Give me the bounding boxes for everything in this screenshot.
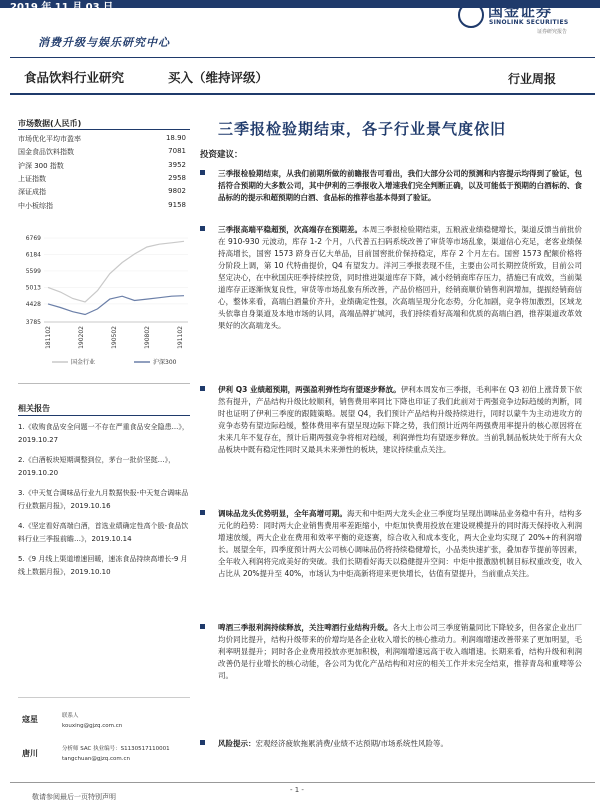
market-data-row	[18, 187, 186, 199]
y-tick-label: 5013	[25, 284, 41, 292]
divider	[10, 93, 595, 95]
paragraph-text	[200, 738, 582, 750]
logo-cn: 国金证券	[488, 2, 553, 20]
advice-heading: 投资建议：	[200, 150, 243, 160]
market-data-value: 9802	[168, 187, 186, 196]
y-tick-label: 5599	[25, 267, 41, 275]
series-line-0	[48, 241, 184, 302]
bullet-icon	[200, 740, 205, 745]
paragraph-text	[200, 622, 582, 682]
report-type: 行业周报	[508, 72, 557, 86]
paragraph-text	[200, 168, 582, 204]
related-report-item[interactable]: 1.《收购食品安全问题一不存在严重食品安全隐患...》，2019.10.27	[18, 423, 189, 444]
analyst-name: 寇星	[22, 715, 38, 724]
index-chart	[18, 226, 194, 376]
market-data-value: 9158	[168, 200, 186, 209]
main-title: 三季报检验期结束，各子行业景气度依旧	[218, 120, 507, 138]
paragraph-lead: 伊利 Q3 业绩超预期，两强盈利弹性均有望逐步释放。	[218, 385, 401, 394]
market-data-value: 2958	[168, 173, 186, 182]
analyst-role: 分析师 SAC 执业编号：S1130517110001	[62, 746, 170, 752]
paragraph-lead: 三季报检验期结束，从我们前期所做的前瞻报告可看出，我们大部分公司的预测和内容提示均得到了验证，包括符合预期的大多数公司，其中伊利的三季报收入增速我们完全判断正确，以及可能低于预期的白酒标的、食品标的的提示和超预期的白酒、食品标的推荐也基本得到了验证。	[218, 169, 582, 202]
divider	[10, 782, 595, 783]
bullet-icon	[200, 226, 205, 231]
bullet-paragraph	[200, 622, 582, 682]
paragraph-lead: 啤酒三季报利润持续释放，关注啤酒行业结构升级。	[218, 623, 393, 632]
market-data-label: 中小板综指	[18, 201, 53, 210]
paragraph-text	[200, 508, 582, 580]
analyst-role: 联系人	[62, 713, 79, 719]
related-report-item[interactable]: 4.《坚定看好高端白酒，首选业绩确定性高个股-食品饮料行业三季报前瞻…》，2019.10.14	[18, 522, 189, 543]
bullet-icon	[200, 386, 205, 391]
bullet-icon	[200, 624, 205, 629]
industry-title: 食品饮料行业研究	[24, 70, 125, 85]
report-date: 2019 年 11 月 03 日	[10, 2, 114, 13]
x-tick-label: 190802	[144, 326, 151, 349]
paragraph-lead: 调味品龙头优势明显，全年高增可期。	[218, 509, 347, 518]
market-data-value: 18.90	[165, 134, 186, 142]
paragraph-body: 海天和中炬两大龙头企业三季度均呈现出调味品业务稳中有升，结构多元化的趋势：同时两大企业销售费用率差距缩小，中炬加快费用投放在建设规模提升的同时海天保持收入利润增速放缓，两大企业在费用和效率平衡的竞逐赛，综合收入和成本变化，两大企业均实现了 20%+的利润增长。展望全年，四季度预计两大公司核心调味品仍将持续稳健增长，小品类快速扩张，叠加春节提前等因素，全年收入利润将完成美好的突破。我们长期看好海天以稳健提升空间：中炬中报激励机制目标权重改变，收入占比从 20%提升至 40%，市场认为中炬高新将迎来更快增长，估值有望提升，当前重点关注。	[218, 509, 583, 578]
market-data-label: 市场优化平均市盈率	[18, 135, 81, 143]
x-tick-label: 181102	[45, 326, 52, 349]
related-report-item[interactable]: 5.《9 月线上渠道增速回暖，速冻食品持续高增长-9 月线上数据月报》，2019.10.10	[18, 555, 188, 576]
paragraph-body: 伊利本周发布三季报，毛利率在 Q3 初伯上涨背景下依然有提升，产品结构升级比较顺利，销售费用率同比下降也印证了我们此前对于两强竞争边际趋缓的判断，同时也证明了伊利三季度的跟随策略。展望 Q4，我们预计产品结构升级持续进行，同时以蒙牛为主动进攻方的竞争态势有望边际趋缓，整体费用率有望呈现边际下降之势，我们预计近两年两强费用率提升的核心原因将在未来几年不复存在，预计后期两强竞争将相对趋缓，利润弹性均有望逐步释放。当前乳制品板块处于所有大众品板块中既有稳定性同时又最具未来弹性的板块，建议持续重点关注。	[218, 385, 582, 454]
paragraph-body: 宏观经济疲软拖累消费/业绩不达预期/市场系统性风险等。	[255, 739, 449, 748]
paragraph-lead: 三季报高端平稳超预，次高端存在预期差。	[218, 225, 363, 234]
market-data-label: 沪深 300 指数	[18, 161, 64, 170]
market-data-label: 国金食品饮料指数	[18, 148, 74, 157]
y-tick-label: 4428	[25, 300, 41, 308]
market-data-title: 市场数据(人民币)	[18, 119, 82, 128]
market-data-value: 3952	[168, 160, 186, 169]
divider	[18, 697, 190, 698]
bullet-paragraph	[200, 738, 582, 750]
market-data-label: 上证指数	[18, 174, 46, 183]
footer-disclaimer: 敬请参阅最后一页特别声明	[32, 793, 116, 801]
divider	[18, 415, 190, 416]
divider	[10, 57, 595, 58]
market-data-label: 深证成指	[18, 188, 46, 197]
market-data-row	[18, 161, 186, 173]
x-tick-label: 191102	[177, 326, 184, 349]
bullet-paragraph	[200, 168, 582, 204]
market-data-row	[18, 134, 186, 146]
market-data-row	[18, 201, 186, 213]
market-data-row	[18, 147, 186, 159]
research-center: 消费升级与娱乐研究中心	[38, 36, 170, 49]
bullet-paragraph	[200, 508, 582, 580]
market-data-row	[18, 174, 186, 186]
paragraph-text	[200, 384, 582, 456]
paragraph-text	[200, 224, 582, 332]
analyst-name: 唐川	[22, 749, 38, 758]
paragraph-body: 本周三季报检验期结束，五粮液业绩稳健增长，渠道反馈当前批价在 910-930 元波动，库存 1-2 个月，八代普五扫码系统改善了审货等市场乱象，渠道信心充足，老客业绩保持高增长，国窖 1573 跻身百亿大单品，目前国窖批价保持稳定，库存 2 个月左右。国窖 1573 配额价格将分阶段上调，第 10 代特曲提价，Q4 有望发力。洋河三季报表现不佳，主要由公司长期控货所致，目前公司坚定决心，在中秋国庆旺季持续控货，同时推进渠道库存下降，减小经销商库存压力，措施已有成效，当前渠道库存正逐渐恢复良性，审货等市场乱象有所改善，产品价格回升，经销商顺价销售利润增加，提振经销商信心，整体来看，高端白酒量价齐升，业绩确定性强，次高端呈现分化态势，分化加剧，竞争将加激烈，区域龙头依靠自身渠道及本地市场的认同，高端品牌扩城河，我们持续看好高端和优质的高端白酒，推荐渠道改革效果好的次高端龙头。	[218, 225, 583, 330]
y-tick-label: 6184	[25, 251, 41, 259]
y-tick-label: 6769	[25, 235, 41, 242]
dept-label: 证券研究报告	[537, 29, 568, 35]
page-number: - 1 -	[290, 786, 304, 794]
related-report-item[interactable]: 3.《中天复合调味品行业九月数据快报-中天复合调味品行业数据月报》，2019.10.16	[18, 489, 189, 510]
paragraph-lead: 风险提示：	[218, 739, 256, 748]
bullet-paragraph	[200, 224, 582, 332]
divider	[18, 129, 190, 130]
x-tick-label: 190202	[78, 326, 85, 349]
y-tick-label: 3785	[25, 319, 41, 326]
logo-en: SINOLINK SECURITIES	[489, 19, 569, 26]
series-line-1	[48, 296, 184, 315]
related-reports-title: 相关报告	[18, 404, 50, 413]
legend-label: 沪深300	[153, 359, 177, 366]
analyst-email[interactable]: kouxing@gjzq.com.cn	[62, 723, 123, 729]
market-data-value: 7081	[168, 147, 186, 156]
bullet-icon	[200, 170, 205, 175]
bullet-icon	[200, 510, 205, 515]
rating: 买入（维持评级）	[168, 70, 269, 85]
divider	[18, 383, 190, 384]
x-tick-label: 190502	[111, 326, 118, 349]
related-report-item[interactable]: 2.《白酒板块短期调整到位，茅台一批价坚挺…》，2019.10.20	[18, 456, 176, 477]
legend-label: 国金行业	[71, 359, 96, 366]
sinolink-logo-icon	[458, 2, 484, 28]
bullet-paragraph	[200, 384, 582, 456]
analyst-email[interactable]: tangchuan@gjzq.com.cn	[62, 756, 131, 762]
paragraph-body: 各大上市公司三季度销量同比下降较多，但各家企业出厂均价同比提升，结构升级带来的价增均是各企业收入增长的核心推动力。利润端增速改善带来了更加明显，毛利率明显提升；同时各企业费用投放亦更加积极，利润端增速远高于收入端增速。长期来看，结构升级和利润改善仍是行业增长的核心动能，各公司为优化产品结构和对应的相关工作并未完全结束，推荐青岛和重啤等公司。	[218, 623, 583, 680]
